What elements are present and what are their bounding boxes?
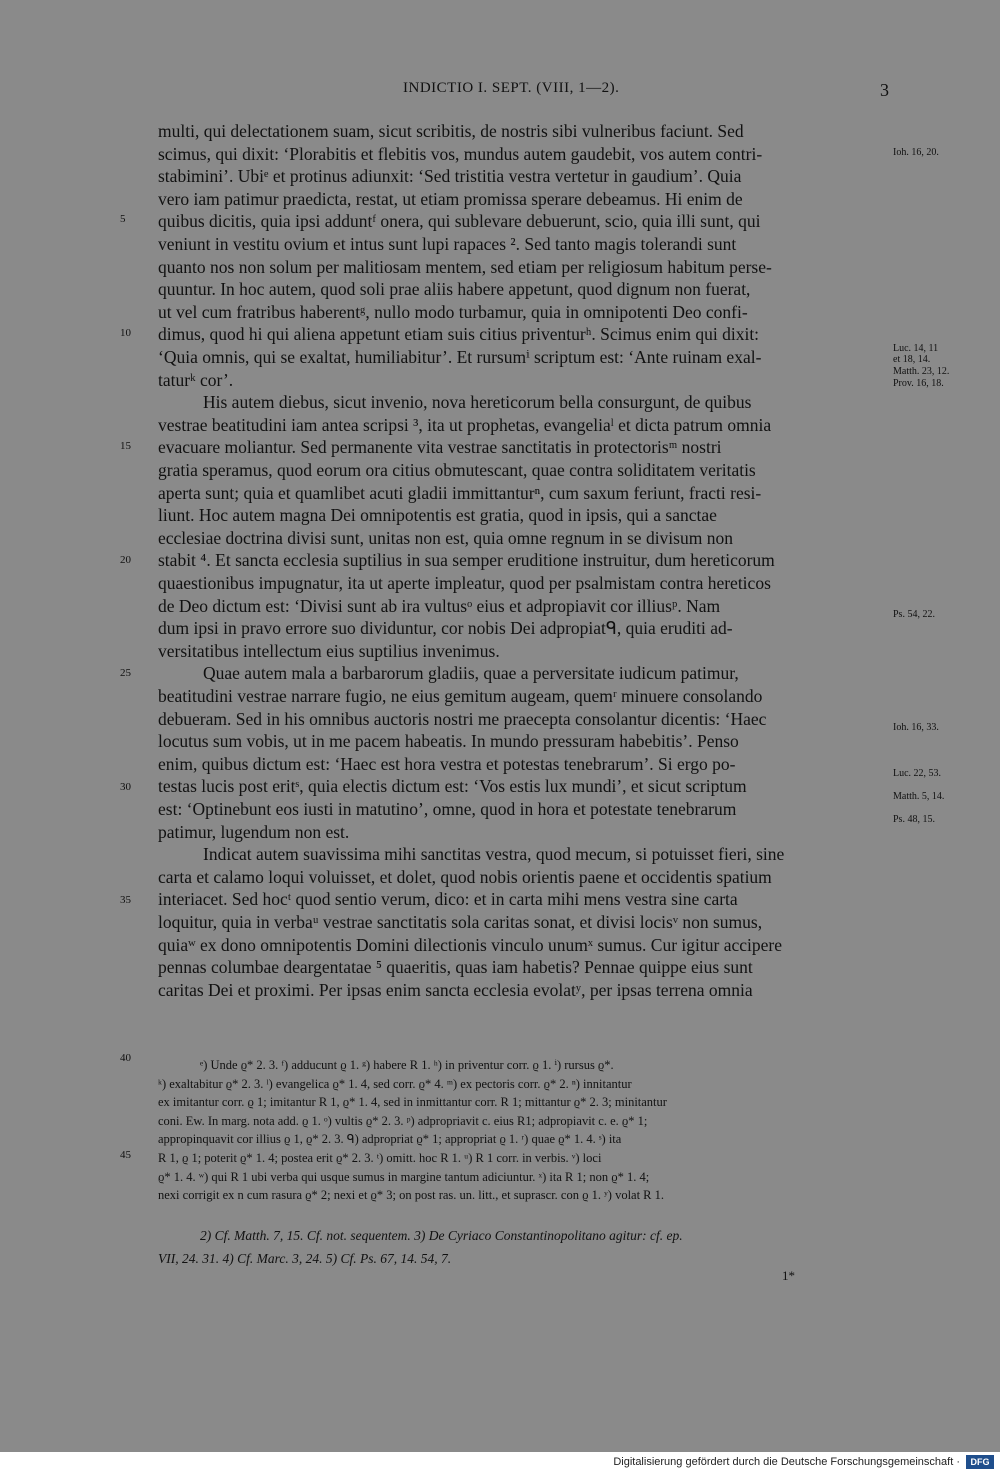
text-line: vero iam patimur praedicta, restat, ut etiam promissa sperare debeamus. Hi enim de	[158, 188, 743, 209]
text-line: testas lucis post eritˢ, quia electis dictum est: ‘Vos estis lux mundi’, et sicut scriptum	[158, 776, 747, 797]
margin-reference: Luc. 22, 53.	[893, 768, 942, 779]
line-number: 15	[120, 440, 131, 452]
margin-reference: Prov. 16, 18.	[893, 378, 944, 389]
text-line: carta et calamo loqui voluisset, et dolet, quod nobis orientis paene et occidentis spatium	[158, 866, 772, 887]
text-line: stabit ⁴. Et sancta ecclesia suptilius in sua semper eruditione instruitur, dum hereticorum	[158, 550, 775, 571]
apparatus-line: ᵉ) Unde ϱ* 2. 3. ᶠ) adducunt ϱ 1. ᵍ) habere R 1. ʰ) in priventur corr. ϱ 1. ⁱ) rursus ϱ*.	[200, 1058, 614, 1072]
line-number: 20	[120, 554, 131, 566]
text-line: gratia speramus, quod eorum ora citius obmutescant, quae contra soliditatem veritatis	[158, 460, 756, 480]
text-line: ecclesiae doctrina divisi sunt, unitas non est, quia omne regnum in se divisum non	[158, 527, 733, 548]
text-line: stabimini’. Ubiᵉ et protinus adiunxit: ‘Sed tristitia vestra vertetur in gaudium’. Quia	[158, 166, 742, 187]
apparatus-line: ᵏ) exaltabitur ϱ* 2. 3. ˡ) evangelica ϱ* 1. 4, sed corr. ϱ* 4. ᵐ) ex pectoris corr. ϱ* 2. ⁿ) innitantur	[158, 1076, 632, 1091]
signature-mark: 1*	[782, 1268, 795, 1283]
text-line: ‘Quia omnis, qui se exaltat, humiliabitur’. Et rursumⁱ scriptum est: ‘Ante ruinam exal-	[158, 347, 762, 367]
text-line: pennas columbae deargentatae ⁵ quaeritis, quas iam habetis? Pennae quippe eius sunt	[158, 957, 753, 978]
apparatus-line: coni. Ew. In marg. nota add. ϱ 1. ᵒ) vultis ϱ* 2. 3. ᵖ) adpropriavit c. eius R1; adpropiavit c. e. ϱ* 1;	[158, 1113, 648, 1128]
margin-reference: Luc. 14, 11	[893, 343, 939, 354]
margin-reference: Ioh. 16, 33.	[893, 722, 939, 733]
text-line: de Deo dictum est: ‘Divisi sunt ab ira vultusᵒ eius et adpropiavit cor illiusᵖ. Nam	[158, 595, 721, 616]
text-line: caritas Dei et proximi. Per ipsas enim sancta ecclesia evolatʸ, per ipsas terrena omnia	[158, 979, 753, 1000]
line-number: 35	[120, 894, 131, 906]
text-line: interiacet. Sed hocᵗ quod sentio verum, dico: et in carta mihi mens vestra sine carta	[158, 889, 738, 910]
margin-reference: Matth. 5, 14.	[893, 791, 945, 802]
apparatus-line: R 1, ϱ 1; poterit ϱ* 1. 4; postea erit ϱ* 2. 3. ᵗ) omitt. hoc R 1. ᵘ) R 1 corr. in verbis. ᵛ) loci	[158, 1151, 602, 1165]
footer-credit: Digitalisierung gefördert durch die Deutsche Forschungsgemeinschaft ·	[613, 1456, 960, 1468]
text-line: quanto nos non solum per malitiosam mentem, sed etiam per religiosum habitum perse-	[158, 256, 772, 277]
text-line: locutus sum vobis, ut in me pacem habeatis. In mundo pressuram habebitis’. Penso	[158, 731, 739, 752]
text-line: Quae autem mala a barbarorum gladiis, quae a perversitate iudicum patimur,	[203, 663, 739, 684]
margin-reference: Matth. 23, 12.	[893, 366, 950, 377]
text-line: taturᵏ cor’.	[158, 369, 234, 390]
apparatus-line: appropinquavit cor illius ϱ 1, ϱ* 2. 3. ᑫ) adpropriat ϱ* 1; appropriat ϱ 1. ʳ) quae ϱ* 1. 4. ˢ) ita	[158, 1132, 622, 1147]
apparatus-line: ex imitantur corr. ϱ 1; imitantur R 1, ϱ* 1. 4, sed in inmittantur corr. R 1; mittantur ϱ* 2. 3; minitantur	[158, 1095, 667, 1110]
text-line: vestrae beatitudini iam antea scripsi ³, ita ut prophetas, evangeliaˡ et dicta patrum omnia	[158, 414, 772, 435]
text-line: loquitur, quia in verbaᵘ vestrae sanctitatis sola caritas sonat, et divisi locisᵛ non sumus,	[158, 912, 763, 932]
text-line: dum ipsi in pravo errore suo dividuntur, cor nobis Dei adpropiatᑫ, quia eruditi ad-	[158, 618, 733, 639]
line-number: 30	[120, 781, 131, 793]
margin-reference: Ps. 54, 22.	[893, 609, 935, 620]
text-line: veniunt in vestitu ovium et intus sunt lupi rapaces ². Sed tanto magis tolerandi sunt	[158, 234, 737, 254]
text-line: patimur, lugendum non est.	[158, 821, 350, 842]
margin-reference: et 18, 14.	[893, 354, 931, 365]
text-line: evacuare moliantur. Sed permanente vita vestrae sanctitatis in protectorisᵐ nostri	[158, 437, 722, 458]
text-line: dimus, quod hi qui aliena appetunt etiam suis citius priventurʰ. Scimus enim qui dixit:	[158, 324, 760, 345]
text-line: ut vel cum fratribus haberentᵍ, nullo modo turbamur, quia in omnipotenti Deo confi-	[158, 301, 748, 322]
text-line: quuntur. In hoc autem, quod soli prae aliis habere appetunt, quod dignum non fuerat,	[158, 279, 751, 300]
text-line: quibus dicitis, quia ipsi adduntᶠ onera, qui sublevare debuerunt, scio, quia illi sunt, qui	[158, 211, 761, 232]
line-number: 10	[120, 327, 131, 339]
line-number: 45	[120, 1149, 131, 1161]
page-number: 3	[880, 80, 889, 100]
dfg-logo: DFG	[966, 1455, 994, 1469]
margin-reference: Ps. 48, 15.	[893, 814, 935, 825]
line-number: 5	[120, 213, 126, 225]
line-number: 25	[120, 667, 131, 679]
text-line: liunt. Hoc autem magna Dei omnipotentis est gratia, quod in ipsis, qui a sanctae	[158, 505, 717, 526]
text-line: aperta sunt; quia et quamlibet acuti gladii immittanturⁿ, cum saxum feriunt, fracti resi-	[158, 482, 762, 503]
text-line: Indicat autem suavissima mihi sanctitas vestra, quod mecum, si potuisset fieri, sine	[203, 844, 785, 865]
line-number: 40	[120, 1052, 131, 1064]
apparatus-line: nexi corrigit ex n cum rasura ϱ* 2; nexi et ϱ* 3; on post ras. un. litt., et suprascr. con ϱ 1. ʸ) volat R 1.	[158, 1188, 665, 1203]
text-line: quiaʷ ex dono omnipotentis Domini dilectionis vinculo unumˣ sumus. Cur igitur accipere	[158, 934, 782, 955]
apparatus-line: ϱ* 1. 4. ʷ) qui R 1 ubi verba qui usque sumus in margine tantum adiciuntur. ˣ) ita R 1; non ϱ* 1. 4;	[158, 1169, 650, 1184]
running-header: INDICTIO I. SEPT. (VIII, 1—2).	[403, 80, 620, 96]
text-line: est: ‘Optinebunt eos iusti in matutino’, omne, quod in hora et potestate tenebrarum	[158, 799, 737, 819]
text-line: beatitudini vestrae narrare fugio, ne eius gemitum augeam, quemʳ minuere consolando	[158, 686, 763, 706]
text-line: enim, quibus dictum est: ‘Haec est hora vestra et potestas tenebrarum’. Si ergo po-	[158, 753, 736, 774]
text-line: scimus, qui dixit: ‘Plorabitis et flebitis vos, mundus autem gaudebit, vos autem contri-	[158, 143, 763, 164]
text-line: versitatibus intellectum eius suptilius invenimus.	[158, 640, 500, 661]
text-line: debueram. Sed in his omnibus auctoris nostri me praecepta consolantur dicentis: ‘Haec	[158, 708, 767, 729]
text-line: multi, qui delectationem suam, sicut scribitis, de nostris sibi vulneribus faciunt. Sed	[158, 121, 744, 141]
text-line: quaestionibus impugnatur, ita ut aperte impleatur, quod per psalmistam contra hereticos	[158, 573, 771, 593]
note-line: VII, 24. 31. 4) Cf. Marc. 3, 24. 5) Cf. Ps. 67, 14. 54, 7.	[158, 1251, 452, 1266]
margin-reference: Ioh. 16, 20.	[893, 147, 939, 158]
note-line: 2) Cf. Matth. 7, 15. Cf. not. sequentem. 3) De Cyriaco Constantinopolitano agitur: cf. ep.	[200, 1228, 683, 1243]
text-line: His autem diebus, sicut invenio, nova hereticorum bella consurgunt, de quibus	[203, 392, 752, 413]
